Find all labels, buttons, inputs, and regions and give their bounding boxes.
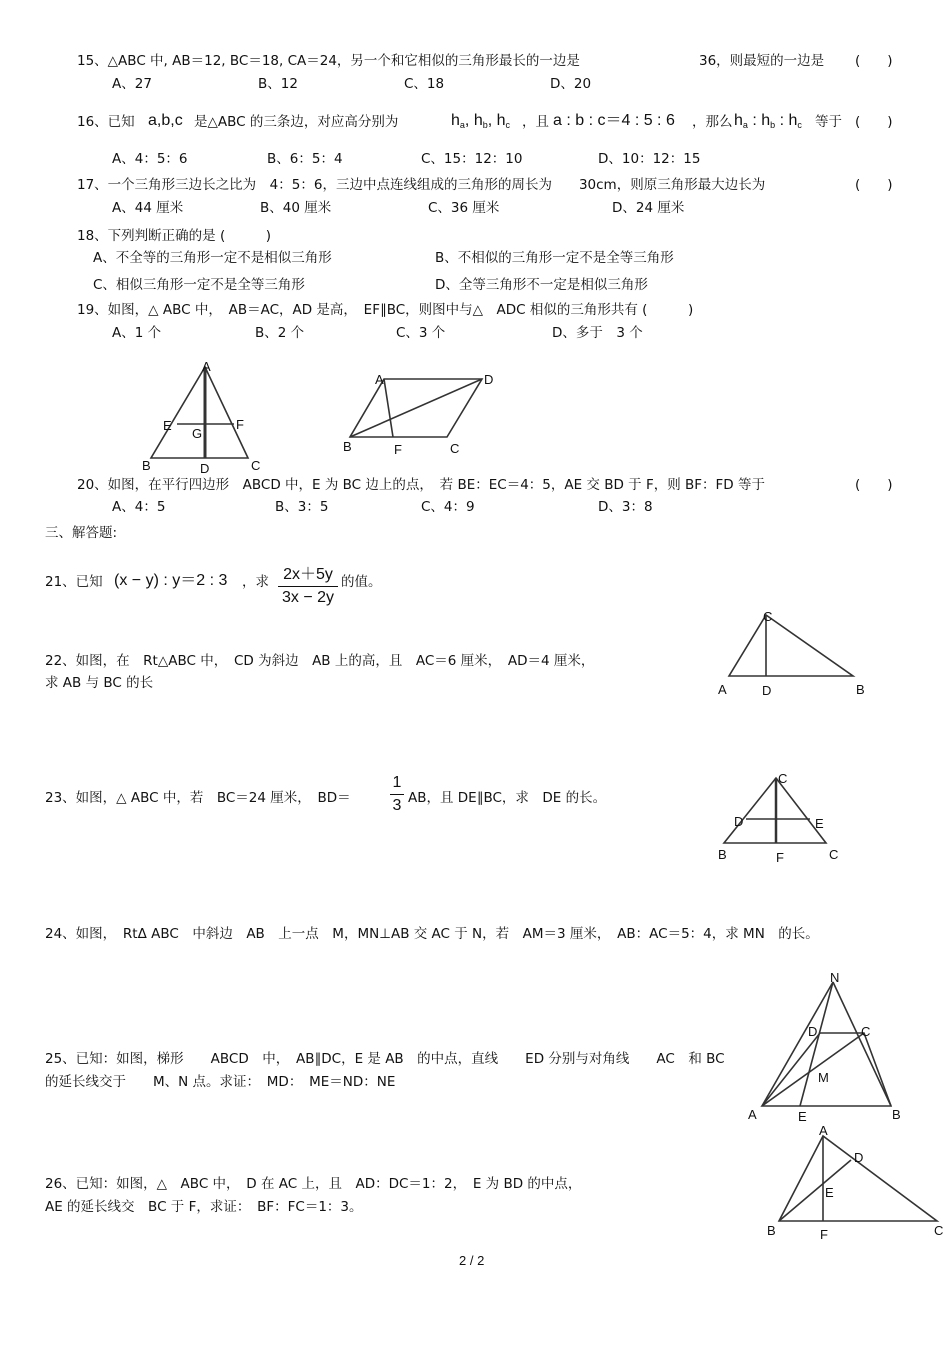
fig22-label-a: A	[718, 682, 727, 697]
fig20-segment-ae	[384, 379, 393, 437]
q17-option-b: B、40 厘米	[260, 200, 332, 216]
q20-option-d: D、3：8	[598, 499, 653, 515]
q23-fraction	[390, 774, 404, 815]
fig22-triangle-abc	[729, 615, 853, 676]
q23-suffix: AB，且 DE∥BC，求 DE 的长。	[408, 790, 607, 806]
fig20-label-d: D	[484, 372, 494, 387]
q26-line-1: 26、已知：如图，△ ABC 中， D 在 AC 上，且 AD：DC＝1：2， E 为 BD 的中点，	[45, 1176, 582, 1192]
q21-numerator: 2x＋5y	[283, 566, 333, 583]
q16-stem-d: ，那么	[692, 114, 733, 130]
q21-fraction	[278, 561, 338, 607]
q18-option-a: A、不全等的三角形一定不是相似三角形	[93, 250, 332, 266]
fig26-triangle-abc	[779, 1136, 937, 1221]
fig23-label-c: C	[829, 847, 839, 862]
q17-paren: ( )	[855, 177, 893, 193]
fig25-label-d: D	[808, 1024, 818, 1039]
q16-heights: $h_a$, $h_b$, $h_c$	[451, 112, 511, 130]
q16-option-a: A、4：5：6	[112, 151, 188, 167]
q15-stem-2: 36，则最短的一边是	[699, 53, 825, 69]
q16-option-b: B、6：5：4	[267, 151, 343, 167]
fig23-label-f: F	[776, 850, 784, 865]
q15-paren: ( )	[855, 53, 893, 69]
q16-abc: a,b,c	[148, 112, 183, 129]
fig20-label-f: F	[394, 442, 402, 457]
fig25-label-m: M	[818, 1070, 829, 1085]
q17-option-c: C、36 厘米	[428, 200, 500, 216]
q15-option-a: A、27	[112, 76, 152, 92]
fig19-label-c: C	[251, 458, 261, 473]
fig25-label-e: E	[798, 1109, 807, 1124]
q15-option-d: D、20	[550, 76, 592, 92]
fig25-line-nb	[833, 982, 891, 1106]
fig20-label-b: B	[343, 439, 352, 454]
q16-stem-b: 是△ABC 的三条边，对应高分别为	[194, 114, 399, 130]
q25-line-2: 的延长线交于 M、N 点。求证： MD： ME＝ND：NE	[45, 1074, 396, 1090]
fig20-diagonal-bd	[350, 379, 482, 437]
fig19-label-a: A	[202, 359, 211, 374]
q18-option-d: D、全等三角形不一定是相似三角形	[435, 277, 648, 293]
figure-q23-triangle	[712, 768, 847, 868]
fig22-label-c: C	[763, 609, 773, 624]
fig23-label-d: D	[734, 814, 744, 829]
fig26-label-e: E	[825, 1185, 834, 1200]
fig26-label-f: F	[820, 1227, 828, 1242]
fig19-label-e: E	[163, 418, 172, 433]
q20-option-c: C、4：9	[421, 499, 475, 515]
fig19-triangle-abc	[151, 367, 248, 458]
fig25-line-an	[762, 982, 833, 1106]
q23-denominator: 3	[392, 797, 402, 814]
fig25-label-c: C	[861, 1024, 871, 1039]
q16-height-ratio: $h_a$ : $h_b$ : $h_c$	[734, 112, 802, 130]
figure-q26-triangle	[762, 1120, 947, 1245]
fig25-diagonal-ac	[762, 1033, 864, 1106]
q20-stem: 20、如图，在平行四边形 ABCD 中，E 为 BC 边上的点， 若 BE：EC＝4：5，AE 交 BD 于 F，则 BF：FD 等于	[77, 477, 765, 493]
q21-condition: (x − y) : y＝2 : 3	[114, 572, 228, 589]
q18-stem: 18、下列判断正确的是 ( )	[77, 228, 272, 244]
q16-ratio: a : b : c＝4 : 5 : 6	[553, 112, 675, 129]
q24-text: 24、如图， RtΔ ABC 中斜边 AB 上一点 M，MN⊥AB 交 AC 于 N，若 AM＝3 厘米， AB：AC＝5：4，求 MN 的长。	[45, 926, 819, 942]
q20-paren: ( )	[855, 477, 893, 493]
q17-option-d: D、24 厘米	[612, 200, 685, 216]
fig22-label-d: D	[762, 683, 772, 698]
fig26-label-d: D	[854, 1150, 864, 1165]
q19-option-c: C、3 个	[396, 325, 446, 341]
q16-option-d: D、10：12：15	[598, 151, 701, 167]
q16-stem-a: 16、已知	[77, 114, 135, 130]
q16-paren: ( )	[855, 114, 893, 130]
q25-line-1: 25、已知：如图，梯形 ABCD 中， AB∥DC，E 是 AB 的中点，直线 ED 分别与对角线 AC 和 BC	[45, 1051, 725, 1067]
figure-q22-right-triangle	[712, 606, 872, 701]
fig23-label-e: E	[815, 816, 824, 831]
fig26-label-b: B	[767, 1223, 776, 1238]
q16-option-c: C、15：12：10	[421, 151, 523, 167]
section-heading: 三、解答题:	[45, 525, 118, 541]
q21-fraction-bar	[278, 586, 338, 587]
fig23-label-b: B	[718, 847, 727, 862]
fig19-label-g: G	[192, 426, 203, 441]
fig26-segment-bd	[779, 1160, 851, 1221]
fig23-label-top: C	[778, 771, 788, 786]
q18-option-c: C、相似三角形一定不是全等三角形	[93, 277, 305, 293]
q18-option-b: B、不相似的三角形一定不是全等三角形	[435, 250, 674, 266]
figure-q20-parallelogram	[335, 365, 510, 465]
fig25-line-en	[800, 982, 833, 1106]
fig19-label-d: D	[200, 461, 210, 476]
fig20-label-a: A	[375, 372, 384, 387]
q21-suffix: 的值。	[341, 574, 382, 590]
q21-mid: ，求	[242, 574, 269, 590]
fig26-label-a: A	[819, 1123, 828, 1138]
fig22-label-b: B	[856, 682, 865, 697]
q22-line-2: 求 AB 与 BC 的长	[45, 675, 154, 691]
q20-option-b: B、3：5	[275, 499, 329, 515]
q16-stem-e: 等于	[815, 114, 842, 130]
fig26-label-c: C	[934, 1223, 944, 1238]
q19-stem: 19、如图，△ ABC 中， AB＝AC，AD 是高， EF∥BC，则图中与△ ADC 相似的三角形共有 ( )	[77, 302, 694, 318]
q23-numerator: 1	[392, 774, 402, 791]
page-number: 2 / 2	[459, 1253, 485, 1268]
fig19-label-b: B	[142, 458, 151, 473]
q19-option-d: D、多于 3 个	[552, 325, 643, 341]
fig25-label-a: A	[748, 1107, 757, 1122]
fig25-label-n: N	[830, 970, 840, 985]
q15-stem: 15、△ABC 中, AB＝12, BC＝18, CA＝24，另一个和它相似的三角形最长的一边是	[77, 53, 580, 69]
fig25-label-b: B	[892, 1107, 901, 1122]
fig20-label-c: C	[450, 441, 460, 456]
q23-prefix: 23、如图，△ ABC 中，若 BC＝24 厘米， BD＝	[45, 790, 351, 806]
q19-option-b: B、2 个	[255, 325, 305, 341]
q21-denominator: 3x − 2y	[281, 589, 335, 606]
q15-option-b: B、12	[258, 76, 298, 92]
q21-prefix: 21、已知	[45, 574, 103, 590]
q15-option-c: C、18	[404, 76, 445, 92]
fig19-label-f: F	[236, 417, 244, 432]
figure-q25-trapezoid	[742, 966, 907, 1126]
q26-line-2: AE 的延长线交 BC 于 F，求证： BF：FC＝1：3。	[45, 1199, 363, 1215]
q23-fraction-bar	[390, 794, 404, 795]
q17-option-a: A、44 厘米	[112, 200, 184, 216]
q20-option-a: A、4：5	[112, 499, 166, 515]
q16-stem-c: ，且	[522, 114, 549, 130]
figure-q19-isosceles-triangle	[135, 355, 275, 480]
q22-line-1: 22、如图，在 Rt△ABC 中， CD 为斜边 AB 上的高，且 AC＝6 厘米， AD＝4 厘米，	[45, 653, 595, 669]
q17-stem: 17、一个三角形三边长之比为 4：5：6，三边中点连线组成的三角形的周长为 30cm，则原三角形最大边长为	[77, 177, 766, 193]
q19-option-a: A、1 个	[112, 325, 162, 341]
